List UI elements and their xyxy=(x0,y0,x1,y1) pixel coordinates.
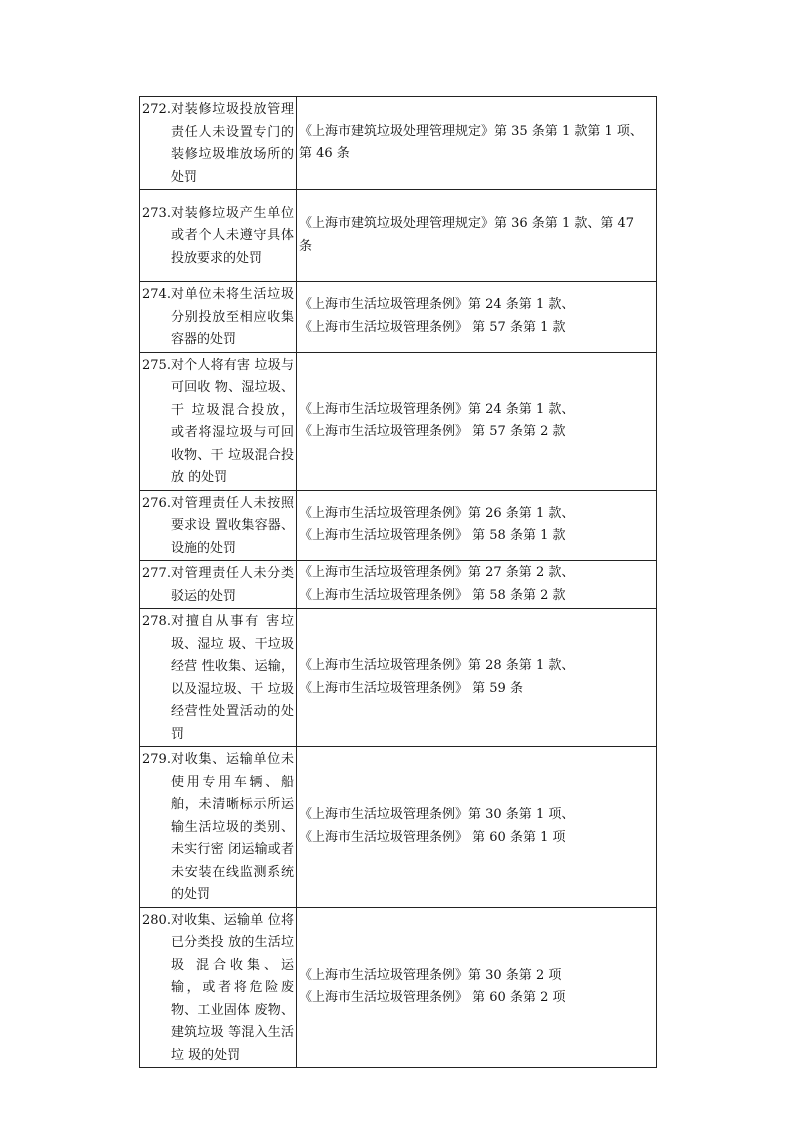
item-title: 对单位未将生活垃圾分别投放至相应收集 容器的处罚 xyxy=(170,287,294,347)
item-title: 对装修垃圾投放管理责任人未设置专门的装修垃圾堆放场所的处罚 xyxy=(170,102,294,185)
table-row xyxy=(140,352,657,490)
item-cell xyxy=(140,97,297,190)
legal-basis-cell xyxy=(297,490,657,561)
legal-basis-line: 条 xyxy=(299,238,313,254)
item-title: 对个人将有害 垃圾与可回收 物、湿垃圾、干 垃圾混合投放， 或者将湿垃圾与可回收物、干 垃圾混合投放 的处罚 xyxy=(170,357,294,485)
legal-basis-line: 《上海市生活垃圾管理条例》第 30 条第 1 项、 xyxy=(299,807,575,823)
item-cell xyxy=(140,282,297,353)
legal-basis-cell xyxy=(297,190,657,282)
table-row xyxy=(140,97,657,190)
item-number: 280. xyxy=(142,912,171,928)
item-wrap xyxy=(140,353,296,490)
item-cell xyxy=(140,352,297,490)
legal-basis-line: 《上海市建筑垃圾处理管理规定》第 35 条第 1 款第 1 项、 xyxy=(299,123,643,139)
legal-basis-cell xyxy=(297,747,657,908)
legal-basis-line: 《上海市生活垃圾管理条例》第 28 条第 1 款、 xyxy=(299,658,575,673)
item-wrap xyxy=(140,609,296,746)
legal-basis-line: 《上海市生活垃圾管理条例》第 27 条第 2 款、 xyxy=(299,565,575,580)
item-wrap xyxy=(140,282,296,352)
item-number: 277. xyxy=(142,566,171,581)
item-number: 279. xyxy=(142,752,171,767)
table-row xyxy=(140,282,657,353)
legal-basis-line: 《上海市生活垃圾管理条例》第 26 条第 1 款、 xyxy=(299,505,575,521)
item-title: 对收集、运输单 位将已分类投 放的生活垃圾 混合收集、运 输，或者将危险废物、工业固体 废物、建筑垃圾 等混入生活垃 圾的处罚 xyxy=(170,912,294,1063)
item-title: 对装修垃圾产生单位或者个人未遵守具体投放要求的处罚 xyxy=(170,205,294,266)
item-cell xyxy=(140,907,297,1068)
legal-basis-line: 《上海市生活垃圾管理条例》第 24 条第 1 款、 xyxy=(299,401,575,417)
legal-basis-cell xyxy=(297,282,657,353)
legal-basis-cell xyxy=(297,609,657,747)
item-title: 对管理责任人未分类驳运的处罚 xyxy=(170,566,294,604)
legal-basis-cell xyxy=(297,561,657,609)
legal-basis-cell xyxy=(297,97,657,190)
item-number: 275. xyxy=(142,357,171,373)
table-row xyxy=(140,747,657,908)
item-cell xyxy=(140,190,297,282)
item-title: 对管理责任人未按照要求设 置收集容器、设施的处罚 xyxy=(170,495,294,556)
legal-basis-line: 《上海市生活垃圾管理条例》 第 60 条第 1 项 xyxy=(299,829,566,845)
legal-basis-line: 《上海市生活垃圾管理条例》 第 57 条第 1 款 xyxy=(299,319,566,335)
legal-basis-line: 《上海市生活垃圾管理条例》第 30 条第 2 项 xyxy=(299,967,562,983)
item-wrap xyxy=(140,561,296,608)
item-wrap xyxy=(140,491,296,561)
item-number: 278. xyxy=(142,614,171,629)
legal-basis-line: 《上海市建筑垃圾处理管理规定》第 36 条第 1 款、第 47 xyxy=(299,216,635,231)
table-row xyxy=(140,609,657,747)
item-wrap xyxy=(140,97,296,189)
item-title: 对擅自从事有 害垃圾、湿垃 圾、干垃圾经营 性收集、运输， 以及湿垃圾、干 垃圾经营性处置活动的处罚 xyxy=(170,614,294,742)
item-wrap xyxy=(140,201,296,271)
legal-basis-line: 《上海市生活垃圾管理条例》 第 59 条 xyxy=(299,680,523,696)
item-number: 274. xyxy=(142,287,171,302)
legal-basis-line: 《上海市生活垃圾管理条例》第 24 条第 1 款、 xyxy=(299,297,575,313)
item-cell xyxy=(140,747,297,908)
legal-basis-line: 《上海市生活垃圾管理条例》 第 60 条第 2 项 xyxy=(299,990,566,1006)
penalty-table-body xyxy=(140,97,657,1068)
item-cell xyxy=(140,609,297,747)
legal-basis-line: 第 46 条 xyxy=(299,146,350,161)
table-row xyxy=(140,490,657,561)
legal-basis-cell xyxy=(297,352,657,490)
item-cell xyxy=(140,561,297,609)
item-number: 273. xyxy=(142,205,171,221)
legal-basis-line: 《上海市生活垃圾管理条例》 第 57 条第 2 款 xyxy=(299,424,566,439)
table-row xyxy=(140,561,657,609)
table-row xyxy=(140,907,657,1068)
item-wrap xyxy=(140,908,296,1068)
item-number: 272. xyxy=(142,102,171,117)
legal-basis-cell xyxy=(297,907,657,1068)
table-row xyxy=(140,190,657,282)
item-wrap xyxy=(140,747,296,907)
legal-basis-line: 《上海市生活垃圾管理条例》 第 58 条第 1 款 xyxy=(299,528,566,544)
penalty-table xyxy=(139,96,657,1068)
item-title: 对收集、运输单位未使用专用车辆、船舶，未清晰标示所运输生活垃圾的类别、未实行密 闭运输或者未安装在线监测系统的处罚 xyxy=(170,752,294,902)
legal-basis-line: 《上海市生活垃圾管理条例》 第 58 条第 2 款 xyxy=(299,587,566,603)
item-cell xyxy=(140,490,297,561)
item-number: 276. xyxy=(142,495,171,511)
